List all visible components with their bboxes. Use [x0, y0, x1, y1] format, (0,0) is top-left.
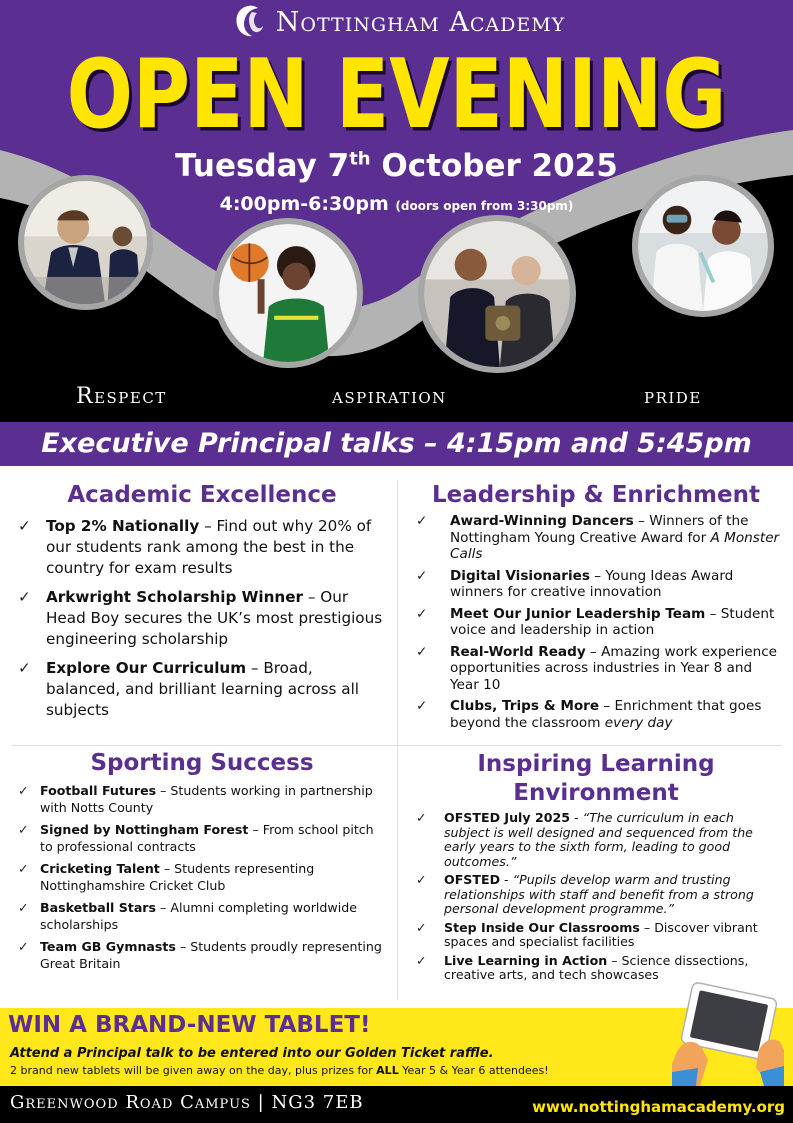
list-item: ✓ Real-World Ready – Amazing work experience opportunities across industries in Year 8 and Year 10 [416, 643, 778, 693]
photo-science-lab [632, 175, 774, 317]
hero-banner [0, 0, 793, 422]
tick-icon: ✓ [18, 822, 29, 837]
list-item: ✓ Signed by Nottingham Forest – From school pitch to professional contracts [18, 822, 374, 854]
school-brand [0, 2, 793, 42]
tick-icon: ✓ [18, 659, 31, 677]
tick-icon: ✓ [18, 588, 31, 606]
tick-icon: ✓ [18, 861, 29, 876]
tick-icon: ✓ [416, 952, 427, 968]
photo-engineering-students [418, 215, 576, 373]
list-item: ✓ Step Inside Our Classrooms – Discover vibrant spaces and specialist facilities [416, 919, 758, 949]
sporting-success-section [18, 750, 386, 972]
tick-icon: ✓ [18, 517, 31, 535]
photo-basketball-student [213, 218, 363, 368]
list-item: ✓ Arkwright Scholarship Winner – Our Head Boy secures the UK’s most prestigious engineering scholarship [18, 588, 383, 648]
footer [0, 1086, 793, 1123]
section-title: Sporting Success [90, 750, 314, 776]
list-item: ✓ Award-Winning Dancers – Winners of the Nottingham Young Creative Award for A Monster Calls [416, 513, 780, 562]
list-item: ✓ Cricketing Talent – Students representing Nottinghamshire Cricket Club [18, 861, 315, 893]
list-item: ✓ Clubs, Trips & More – Enrichment that goes beyond the classroom every day [416, 698, 762, 731]
principal-talks-banner: Executive Principal talks – 4:15pm and 5:45pm [0, 422, 793, 466]
tick-icon: ✓ [416, 643, 428, 660]
tick-icon: ✓ [416, 513, 428, 529]
leadership-list [410, 513, 782, 731]
tick-icon: ✓ [18, 939, 29, 954]
tick-icon: ✓ [416, 698, 428, 714]
list-item: ✓ Football Futures – Students working in partnership with Notts County [18, 783, 373, 815]
raffle-prizes-text: 2 brand new tablets will be given away on the day, plus prizes for ALL Year 5 & Year 6 attendees! [10, 1064, 549, 1077]
section-title: Inspiring Learning Environment [477, 751, 715, 806]
leadership-enrichment-section [410, 482, 782, 731]
list-item: ✓ Top 2% Nationally – Find out why 20% of our students rank among the best in the country for exam results [18, 517, 372, 577]
column-divider [397, 480, 398, 1000]
academic-excellence-section [18, 482, 386, 721]
inspiring-learning-section [410, 750, 782, 983]
doors-open-note: (doors open from 3:30pm) [395, 199, 574, 213]
section-title: Leadership & Enrichment [432, 482, 760, 508]
photo-students-studying [18, 175, 153, 310]
school-name: Nottingham Academy [275, 6, 566, 38]
list-item: ✓ OFSTED - “Pupils develop warm and trusting relationships with staff and benefit from a strong personal development programme.” [416, 872, 754, 916]
value-pride: pride [644, 384, 702, 409]
event-date: Tuesday 7th October 2025 [175, 148, 618, 184]
academy-swirl-logo-icon [228, 2, 268, 42]
tick-icon: ✓ [416, 872, 427, 887]
value-respect: Respect [76, 384, 167, 409]
raffle-entry-text: Attend a Principal talk to be entered into our Golden Ticket raffle. [10, 1046, 494, 1061]
academic-list [18, 516, 386, 721]
list-item: ✓ Digital Visionaries – Young Ideas Award winners for creative innovation [416, 567, 734, 600]
sporting-list [18, 782, 386, 972]
raffle-headline: WIN A BRAND-NEW TABLET! [8, 1012, 371, 1038]
tick-icon: ✓ [416, 919, 427, 935]
tick-icon: ✓ [18, 900, 29, 915]
website-link[interactable]: www.nottinghamacademy.org [532, 1098, 785, 1116]
list-item: ✓ Meet Our Junior Leadership Team – Student voice and leadership in action [416, 605, 775, 638]
campus-address: Greenwood Road Campus | NG3 7EB [10, 1092, 364, 1113]
tick-icon: ✓ [18, 783, 29, 798]
list-item: ✓ Live Learning in Action – Science dissections, creative arts, and tech showcases [416, 952, 749, 982]
value-aspiration: aspiration [332, 384, 447, 409]
list-item: ✓ OFSTED July 2025 - “The curriculum in each subject is well designed and sequenced from the early years to the sixth form, leading to good outcomes.” [416, 810, 753, 869]
row-divider [12, 745, 782, 746]
event-title: OPEN EVENING [66, 40, 727, 151]
list-item: ✓ Explore Our Curriculum – Broad, balanced, and brilliant learning across all subjects [18, 659, 360, 719]
tick-icon: ✓ [416, 810, 427, 825]
event-time: 4:00pm-6:30pm (doors open from 3:30pm) [219, 193, 574, 215]
tick-icon: ✓ [416, 567, 428, 584]
list-item: ✓ Team GB Gymnasts – Students proudly representing Great Britain [18, 939, 382, 971]
learning-list [410, 811, 782, 983]
section-title: Academic Excellence [67, 482, 337, 508]
hands-holding-tablet-icon [672, 980, 784, 1086]
list-item: ✓ Basketball Stars – Alumni completing worldwide scholarships [18, 900, 357, 932]
tick-icon: ✓ [416, 605, 428, 622]
